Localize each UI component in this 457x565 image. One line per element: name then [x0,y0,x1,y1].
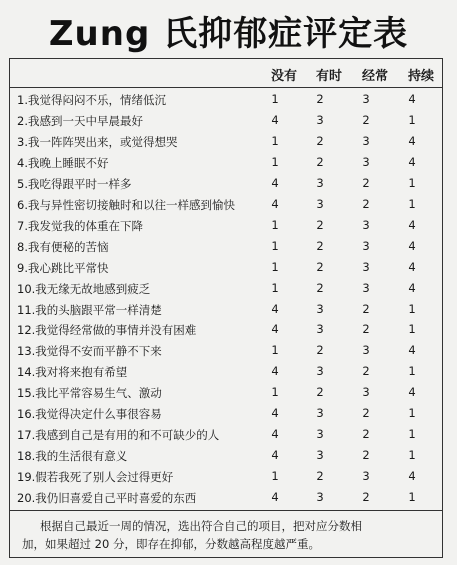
score-cell: 1 [271,154,279,169]
score-cell: 3 [362,343,370,358]
score-cell: 4 [271,322,279,337]
score-cell: 4 [271,406,279,421]
score-cell: 4 [408,92,416,106]
score-cell: 3 [316,112,324,127]
table-row [9,279,443,300]
question-text: 16.我觉得决定什么事很容易 [17,407,162,422]
score-cell: 2 [316,154,324,169]
score-cell: 1 [408,175,416,190]
footer-divider [9,510,443,511]
score-cell: 2 [316,133,324,148]
table-row [9,90,443,111]
question-text: 12.我觉得经常做的事情并没有困难 [17,323,197,338]
score-cell: 4 [408,133,416,148]
score-cell: 2 [362,112,370,127]
score-cell: 3 [316,322,324,337]
table-row [9,195,443,216]
question-text: 8.我有便秘的苦恼 [17,239,109,254]
score-cell: 1 [408,448,416,463]
score-cell: 1 [408,364,416,379]
score-cell: 3 [362,133,370,148]
table-row [9,383,443,404]
question-text: 15.我比平常容易生气、激动 [17,386,162,401]
score-cell: 4 [408,154,416,169]
score-cell: 1 [271,343,279,358]
score-cell: 1 [408,490,416,505]
table-row [9,320,443,341]
score-cell: 1 [271,92,279,106]
question-text: 14.我对将来抱有希望 [17,365,128,380]
table-row [9,341,443,362]
score-cell: 4 [271,364,279,379]
score-cell: 3 [362,280,370,295]
score-cell: 1 [408,301,416,316]
score-cell: 4 [408,385,416,400]
score-cell: 1 [408,112,416,127]
question-text: 17.我感到自己是有用的和不可缺少的人 [17,428,220,443]
table-row [9,153,443,174]
table-row [9,111,443,132]
column-header-never: 没有 [270,69,297,84]
question-text: 2.我感到一天中早晨最好 [17,113,143,128]
score-cell: 3 [362,385,370,400]
score-cell: 2 [316,92,324,106]
score-cell: 2 [362,427,370,442]
question-text: 11.我的头脑跟平常一样清楚 [17,302,162,317]
score-cell: 2 [316,217,324,232]
question-text: 9.我心跳比平常快 [17,260,109,275]
column-header-always: 持续 [407,69,434,84]
table-row [9,425,443,446]
score-cell: 3 [362,238,370,253]
score-cell: 1 [271,217,279,232]
score-cell: 3 [316,448,324,463]
question-text: 4.我晚上睡眠不好 [17,155,109,170]
question-text: 1.我觉得闷闷不乐，情绪低沉 [17,93,166,107]
header-divider [9,87,443,88]
score-cell: 4 [408,259,416,274]
score-cell: 3 [362,92,370,106]
score-cell: 2 [316,469,324,484]
score-cell: 2 [362,406,370,421]
score-cell: 3 [316,490,324,505]
question-text: 13.我觉得不安而平静不下来 [17,344,162,359]
score-cell: 2 [362,490,370,505]
score-cell: 1 [408,406,416,421]
scoring-note [22,517,432,553]
score-cell: 4 [271,448,279,463]
question-text: 5.我吃得跟平时一样多 [17,176,132,191]
table-row [9,488,443,509]
question-text: 10.我无缘无故地感到疲乏 [17,281,151,296]
score-cell: 4 [408,238,416,253]
column-header-sometimes: 有时 [315,69,342,84]
score-cell: 2 [362,448,370,463]
table-row [9,300,443,321]
table-row [9,467,443,488]
score-cell: 2 [362,301,370,316]
table-row [9,258,443,279]
score-cell: 3 [316,364,324,379]
score-cell: 3 [316,406,324,421]
score-cell: 1 [408,427,416,442]
score-cell: 4 [408,343,416,358]
score-cell: 2 [362,175,370,190]
score-cell: 1 [408,322,416,337]
question-text: 19.假若我死了别人会过得更好 [17,470,174,485]
score-cell: 1 [408,196,416,211]
score-cell: 1 [271,385,279,400]
table-row [9,237,443,258]
table-row [9,174,443,195]
score-cell: 3 [362,469,370,484]
table-row [9,216,443,237]
score-cell: 4 [408,280,416,295]
score-cell: 1 [271,133,279,148]
scoring-note-line-2: 加，如果超过 20 分，即存在抑郁，分数越高程度越严重。 [22,537,320,551]
score-cell: 4 [271,196,279,211]
score-cell: 3 [316,427,324,442]
score-cell: 3 [316,301,324,316]
score-cell: 3 [362,154,370,169]
score-cell: 2 [316,343,324,358]
score-cell: 2 [362,322,370,337]
score-cell: 1 [271,238,279,253]
table-row [9,132,443,153]
score-cell: 3 [362,217,370,232]
score-cell: 1 [271,259,279,274]
table-row [9,404,443,425]
score-cell: 2 [362,364,370,379]
score-cell: 4 [408,217,416,232]
question-text: 20.我仍旧喜爱自己平时喜爱的东西 [17,491,197,506]
score-cell: 4 [271,175,279,190]
question-text: 3.我一阵阵哭出来，或觉得想哭 [17,134,178,149]
score-cell: 4 [271,427,279,442]
question-text: 6.我与异性密切接触时和以往一样感到愉快 [17,197,235,212]
score-cell: 2 [316,259,324,274]
table-row [9,362,443,383]
column-header-often: 经常 [361,69,388,84]
score-cell: 3 [362,259,370,274]
score-cell: 4 [271,301,279,316]
table-row [9,446,443,467]
score-cell: 4 [271,112,279,127]
score-cell: 1 [271,280,279,295]
score-cell: 2 [316,385,324,400]
scoring-note-line-1: 根据自己最近一周的情况，选出符合自己的项目，把对应分数相 [40,519,362,533]
question-text: 7.我发觉我的体重在下降 [17,218,143,233]
score-cell: 4 [271,490,279,505]
score-cell: 4 [408,469,416,484]
score-cell: 2 [316,280,324,295]
question-text: 18.我的生活很有意义 [17,449,128,464]
score-cell: 2 [362,196,370,211]
score-cell: 3 [316,175,324,190]
score-cell: 1 [271,469,279,484]
score-cell: 2 [316,238,324,253]
form-title: Zung 氏抑郁症评定表 [48,14,409,54]
score-cell: 3 [316,196,324,211]
